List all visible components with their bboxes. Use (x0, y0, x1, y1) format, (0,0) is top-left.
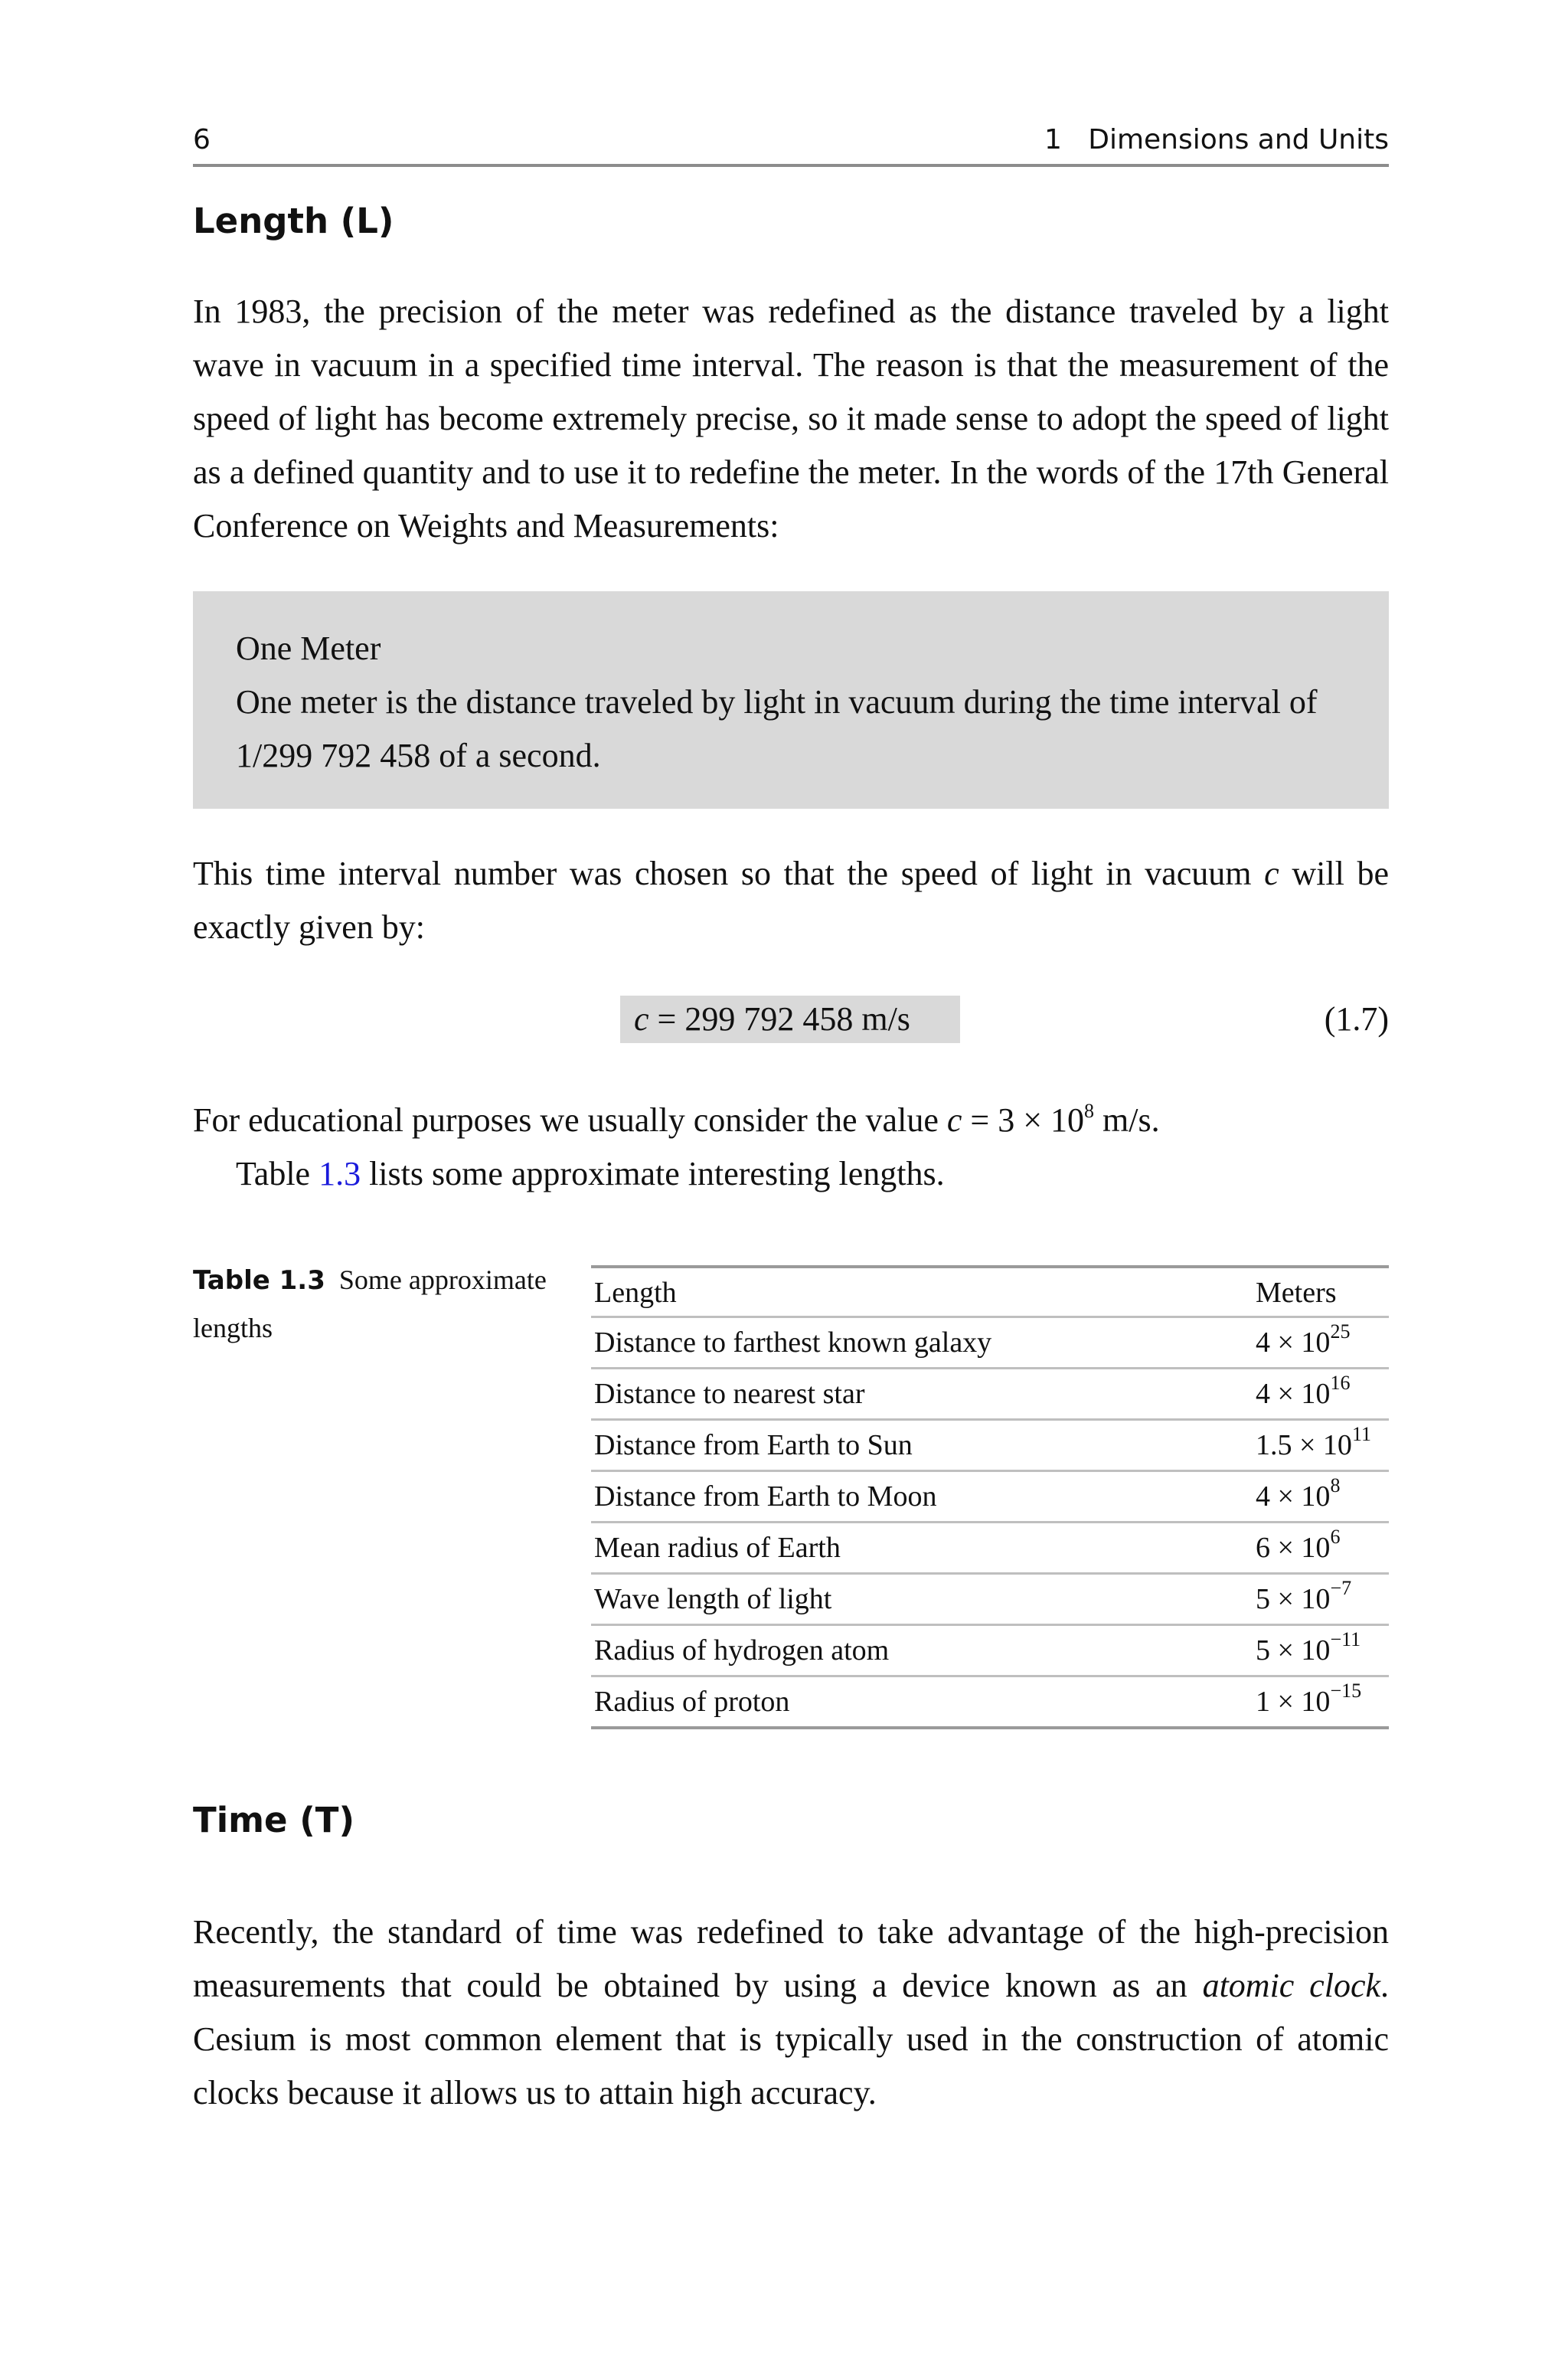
meters-exponent: 6 (1330, 1526, 1341, 1548)
table-header-row (591, 1268, 1389, 1316)
meters-exponent: 25 (1330, 1320, 1351, 1343)
table-caption (193, 1256, 576, 1352)
speed-of-light-paragraph (193, 847, 1389, 954)
meters-mantissa: 5 × 10 (1256, 1634, 1331, 1667)
meters-exponent: −11 (1330, 1628, 1361, 1650)
row-meters (1256, 1372, 1351, 1411)
lengths-table (591, 1265, 1389, 1729)
table-caption-text: Some approximate lengths (193, 1264, 547, 1343)
row-length: Distance from Earth to Moon (594, 1480, 937, 1513)
speed-text-before: This time interval number was chosen so that the speed of light in vacuum (193, 855, 1265, 892)
equation-rhs: = 299 792 458 m/s (648, 1000, 910, 1038)
table-row (591, 1572, 1389, 1624)
table-row (591, 1418, 1389, 1470)
definition-title: One Meter (236, 630, 381, 667)
meters-mantissa: 5 × 10 (1256, 1583, 1331, 1615)
meters-exponent: −15 (1330, 1680, 1362, 1702)
page-number: 6 (193, 124, 211, 155)
meters-mantissa: 4 × 10 (1256, 1378, 1331, 1410)
speed-symbol: c (1264, 855, 1279, 892)
meters-mantissa: 1 × 10 (1256, 1686, 1331, 1718)
meters-exponent: −7 (1330, 1577, 1352, 1599)
time-text-before: Recently, the standard of time was redefined to take advantage of the high-precision measurements that could be obtained by using a device known as an (193, 1913, 1389, 2004)
header-length: Length (594, 1277, 677, 1309)
row-meters (1256, 1628, 1361, 1667)
table-label: Table 1.3 (193, 1265, 325, 1296)
table-row (591, 1521, 1389, 1572)
chapter-title: 1 Dimensions and Units (1044, 124, 1389, 155)
meters-mantissa: 4 × 10 (1256, 1480, 1331, 1513)
meters-mantissa: 1.5 × 10 (1256, 1429, 1352, 1461)
table-ref-text: lists some approximate interesting lengths. (361, 1155, 945, 1192)
row-length: Radius of proton (594, 1686, 790, 1718)
edu-text-before: For educational purposes we usually consider the value (193, 1101, 947, 1139)
row-length: Wave length of light (594, 1583, 832, 1615)
row-length: Radius of hydrogen atom (594, 1634, 890, 1667)
equation-highlight (620, 996, 960, 1043)
row-length: Distance to farthest known galaxy (594, 1326, 992, 1359)
meters-exponent: 8 (1330, 1474, 1341, 1496)
header-meters: Meters (1256, 1277, 1337, 1309)
table-reference-link[interactable]: 1.3 (318, 1155, 361, 1192)
row-length: Distance to nearest star (594, 1378, 865, 1410)
running-head (193, 124, 1389, 167)
time-paragraph (193, 1905, 1389, 2120)
edu-unit: m/s. (1094, 1101, 1160, 1139)
edu-value: = 3 × 10 (962, 1101, 1085, 1139)
row-meters (1256, 1526, 1341, 1565)
definition-text: One meter is the distance traveled by light in vacuum during the time interval of 1/299 792 458 of a second. (236, 683, 1318, 774)
row-meters (1256, 1474, 1341, 1513)
edu-symbol: c (946, 1101, 962, 1139)
length-paragraph-text: In 1983, the precision of the meter was redefined as the distance traveled by a light wave in vacuum in a specified time interval. The reason is that the measurement of the speed of light has become extremely precise, so it made sense to adopt the speed of light as a defined quantity and to use it to redefine the meter. In the words of the 17th General Conference on Weights and Measurements: (193, 293, 1389, 545)
row-meters (1256, 1320, 1351, 1359)
meters-exponent: 11 (1351, 1423, 1371, 1445)
equation-number: (1.7) (1324, 1000, 1389, 1038)
row-meters (1256, 1423, 1371, 1462)
meters-mantissa: 6 × 10 (1256, 1532, 1331, 1564)
definition-box (193, 591, 1389, 809)
table-row (591, 1624, 1389, 1675)
row-meters (1256, 1680, 1362, 1719)
equation-symbol: c (634, 1000, 649, 1038)
educational-paragraph (193, 1094, 1389, 1201)
row-length: Mean radius of Earth (594, 1532, 841, 1564)
edu-exponent: 8 (1084, 1100, 1095, 1122)
table-row (591, 1470, 1389, 1521)
table-row (591, 1316, 1389, 1367)
length-paragraph (193, 285, 1389, 553)
table-row (591, 1675, 1389, 1726)
table-word: Table (236, 1155, 319, 1192)
book-page (193, 0, 1389, 2378)
row-length: Distance from Earth to Sun (594, 1429, 913, 1461)
meters-exponent: 16 (1330, 1372, 1351, 1394)
time-text-after: . Cesium is most common element that is typically used in the construction of atomic clocks because it allows us to attain high accuracy. (193, 1967, 1389, 2111)
speed-text-after: will be exactly given by: (193, 855, 1389, 946)
meters-mantissa: 4 × 10 (1256, 1326, 1331, 1359)
time-italic-term: atomic clock (1202, 1967, 1380, 2004)
section-heading-time: Time (T) (193, 1800, 355, 1840)
equation-1-7 (193, 993, 1389, 1046)
table-row (591, 1367, 1389, 1418)
row-meters (1256, 1577, 1352, 1616)
section-heading-length: Length (L) (193, 201, 394, 241)
